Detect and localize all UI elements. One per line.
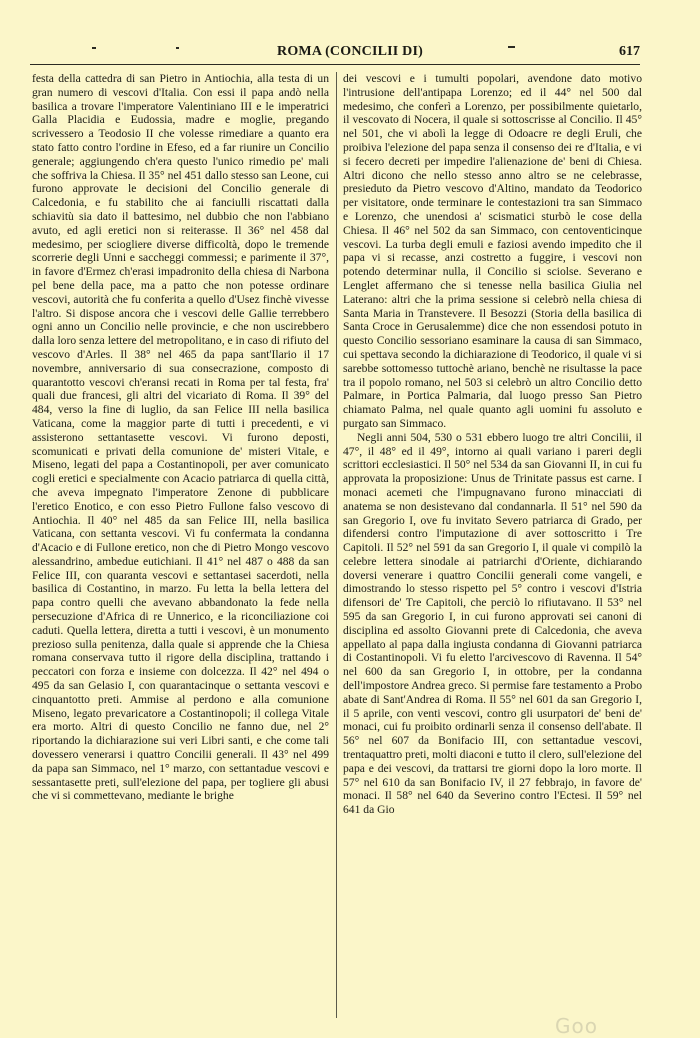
scan-watermark: Goo — [555, 1014, 598, 1038]
running-head: ROMA (CONCILII DI) — [277, 44, 423, 59]
paragraph: dei vescovi e i tumulti popolari, avendone dato motivo l'intrusione dell'antipapa Lorenzo; ed il 44° nel 500 dal medesimo, che conferì a Lorenzo, per possibilmente quietarlo, il vescovato di Nocera, il quale si sottoscrisse al Concilio. Il 45° nel 501, che vi abolì la legge di Odoacre re degli Eruli, che proibiva l'elezione del papa senza il consenso dei re d'Italia, e vi si fecero decreti per impedire l'alienazione de' beni di Chiesa. Altri dicono che nello stesso anno altro se ne celebrasse, presieduto da Pietro vescovo d'Altino, mandato da Teodorico per visitatore, onde terminare le contestazioni tra san Simmaco e Lorenzo, che unendosi a' scismatici sturbò le cose della Chiesa. Il 46° nel 502 da san Simmaco, con centoventicinque vescovi. La turba degli emuli e faziosi avendo impedito che il papa vi si recasse, anzi costretto a fuggire, i vescovi non potendo determinar nulla, il Concilio si sciolse. Severano e Lenglet affermano che si tenesse nella basilica Giulia nel Laterano: altri che la prima sessione si celebrò nella chiesa di Santa Maria in Transtevere. Il Besozzi (Storia della basilica di Santa Croce in Gerusalemme) dice che non essendosi potuto in questo Concilio sessoriano esaminare la causa di san Simmaco, cui spettava secondo la dichiarazione di Teodorico, il quale vi si sarebbe sottomesso tuttochè ariano, benchè ne risultasse la pace tra il popolo romano, nel 503 si celebrò un altro Concilio detto Palmare, in Portica Palmaria, dal luogo presso San Pietro chiamato Palma, nel quale quanto agli uomini fu assoluto e purgato san Simmaco. — [343, 72, 642, 430]
header-rule — [30, 64, 640, 65]
paragraph: festa della cattedra di san Pietro in Antiochia, alla testa di un gran numero di vescovi d'Italia. Con essi il papa andò nella basilica a trovare l'imperatore Valentiniano III e le imperatrici Galla Placidia e Eudossia, madre e moglie, pregando scrivessero a Teodosio II che volesse rimediare a quanto era stato fatto contro l'ordine in Efeso, ed a far riunire un Concilio generale; aggiungendo ch'era questo l'unico rimedio pe' mali che soffriva la Chiesa. Il 35° nel 451 dallo stesso san Leone, cui furono approvate le decisioni del Concilio generale di Calcedonia, e fu stabilito che ai fanciulli riscattati dalla schiavitù sia dato il battesimo, nel dubbio che non l'abbiano avuto, ed agli eretici non si reiterasse. Il 36° nel 458 dal medesimo, per sciogliere diverse difficoltà, dopo le tremende scorrerie degli Unni e saccheggi commessi; e parimente il 37°, in favore d'Ermez ch'erasi impadronito della chiesa di Narbona pel bene della pace, ma a patto che non potesse ordinare vescovi, autorità che fu conferita a quello d'Usez finchè vivesse l'altro. Si dispose ancora che i vescovi delle Gallie terrebbero ogni anno un Concilio nelle provincie, e che non uscirebbero dalla loro senza lettere del metropolitano, e in caso di rifiuto del vescovo d'Arles. Il 38° nel 465 da papa sant'Ilario il 17 novembre, anniversario di sua consecrazione, composto di quarantotto vescovi ch'eransi recati in Roma per tal festa, fra' quali due francesi, gli altri del vicariato di Roma. Il 39° del 484, verso la fine di luglio, da san Felice III nella basilica Vaticana, come la maggior parte di tutti i precedenti, e vi assisterono settantasette vescovi. Vi furono deposti, scomunicati e privati della comunione de' misteri Vitale, e Miseno, legati del papa a Costantinopoli, per aver comunicato cogli eretici e specialmente con Acacio patriarca di quella città, che aveva impegnato l'imperatore Zenone di pubblicare l'eretico Enotico, e con esso Pietro Fullone falso vescovo di Antiochia. Il 40° nel 485 da san Felice III, nella basilica Vaticana, con settanta vescovi. Vi fu confermata la condanna d'Acacio e di Fullone eretico, non che di Pietro Mongo vescovo alessandrino, ambedue eutichiani. Il 41° nel 487 o 488 da san Felice III, con quaranta vescovi e settantasei sacerdoti, nella basilica di Costantino, in marzo. Fu letta la bella lettera del papa contro quelli che avevano abbandonato la fede nella persecuzione d'Africa di re Unnerico, e la riconciliazione coi caduti. Quella lettera, diretta a tutti i vescovi, è un monumento prezioso sulla penitenza, dalla quale si apprende che la Chiesa romana conservava tutto il rigore della disciplina, trattando i peccatori con forza e insieme con dolcezza. Il 42° nel 494 o 495 da san Gelasio I, con quarantacinque o settanta vescovi e cinquantotto preti. Ammise al perdono e alla comunione Miseno, legato prevaricatore a Costantinopoli; il collega Vitale era morto. Altri di questo Concilio ne fanno due, nel 2° riportando la dichiarazione sui veri Libri santi, e che come tali dovessero venerarsi i quattro Concilii generali. Il 43° nel 499 da papa san Simmaco, nel 1° marzo, con settantadue vescovi e sessantasette preti, sull'elezione del papa, per togliere gli abusi che vi si commettevano, mediante le brighe — [32, 72, 329, 803]
text-column-left — [32, 72, 329, 1022]
page-header — [0, 0, 700, 64]
text-column-right — [343, 72, 642, 1022]
column-divider — [336, 72, 337, 1018]
paragraph: Negli anni 504, 530 o 531 ebbero luogo tre altri Concilii, il 47°, il 48° ed il 49°, intorno ai quali variano i pareri degli scrittori ecclesiastici. Il 50° nel 534 da san Giovanni II, in cui fu approvata la proposizione: Unus de Trinitate passus est carne. I monaci acemeti che l'impugnavano furono minacciati di anatema se non desistevano dal condannarla. Il 51° nel 590 da san Gregorio I, ove fu invitato Severo patriarca di Grado, per difendersi contro l'imputazione di aver sottoscritto i Tre Capitoli. Il 52° nel 591 da san Gregorio I, il quale vi compilò la celebre lettera sinodale ai patriarchi d'Oriente, dichiarando doversi venerare i quattro Concilii generali come vangeli, e dimostrando lo stesso rispetto pel 5° contro i vescovi d'Istria difensori de' Tre Capitoli, che perciò lo rifiutavano. Il 53° nel 595 da san Gregorio I, in cui furono approvati sei canoni di disciplina ed assolto Giovanni prete di Calcedonia, che aveva appellato al papa dalla ingiusta condanna di Giovanni patriarca di Costantinopoli. Vi fu eletto l'arcivescovo di Ravenna. Il 54° nel 600 da san Gregorio I, in ottobre, per la condanna dell'impostore Andrea greco. Si permise fare testamento a Probo abate di Sant'Andrea di Roma. Il 55° nel 601 da san Gregorio I, il 5 aprile, con venti vescovi, contro gli usurpatori de' beni de' monaci, cui fu proibito ordinarli senza il consenso dell'abate. Il 56° nel 607 da Bonifacio III, con settantadue vescovi, trentaquattro preti, molti diaconi e tutto il clero, sull'elezione del papa e dei vescovi, da trattarsi tre giorni dopo la loro morte. Il 57° nel 610 da san Bonifacio IV, il 27 febbrajo, in favore de' monaci. Il 58° nel 640 da Severino contro l'Ectesi. Il 59° nel 641 da Gio — [343, 430, 642, 817]
page-number: 617 — [619, 44, 640, 59]
